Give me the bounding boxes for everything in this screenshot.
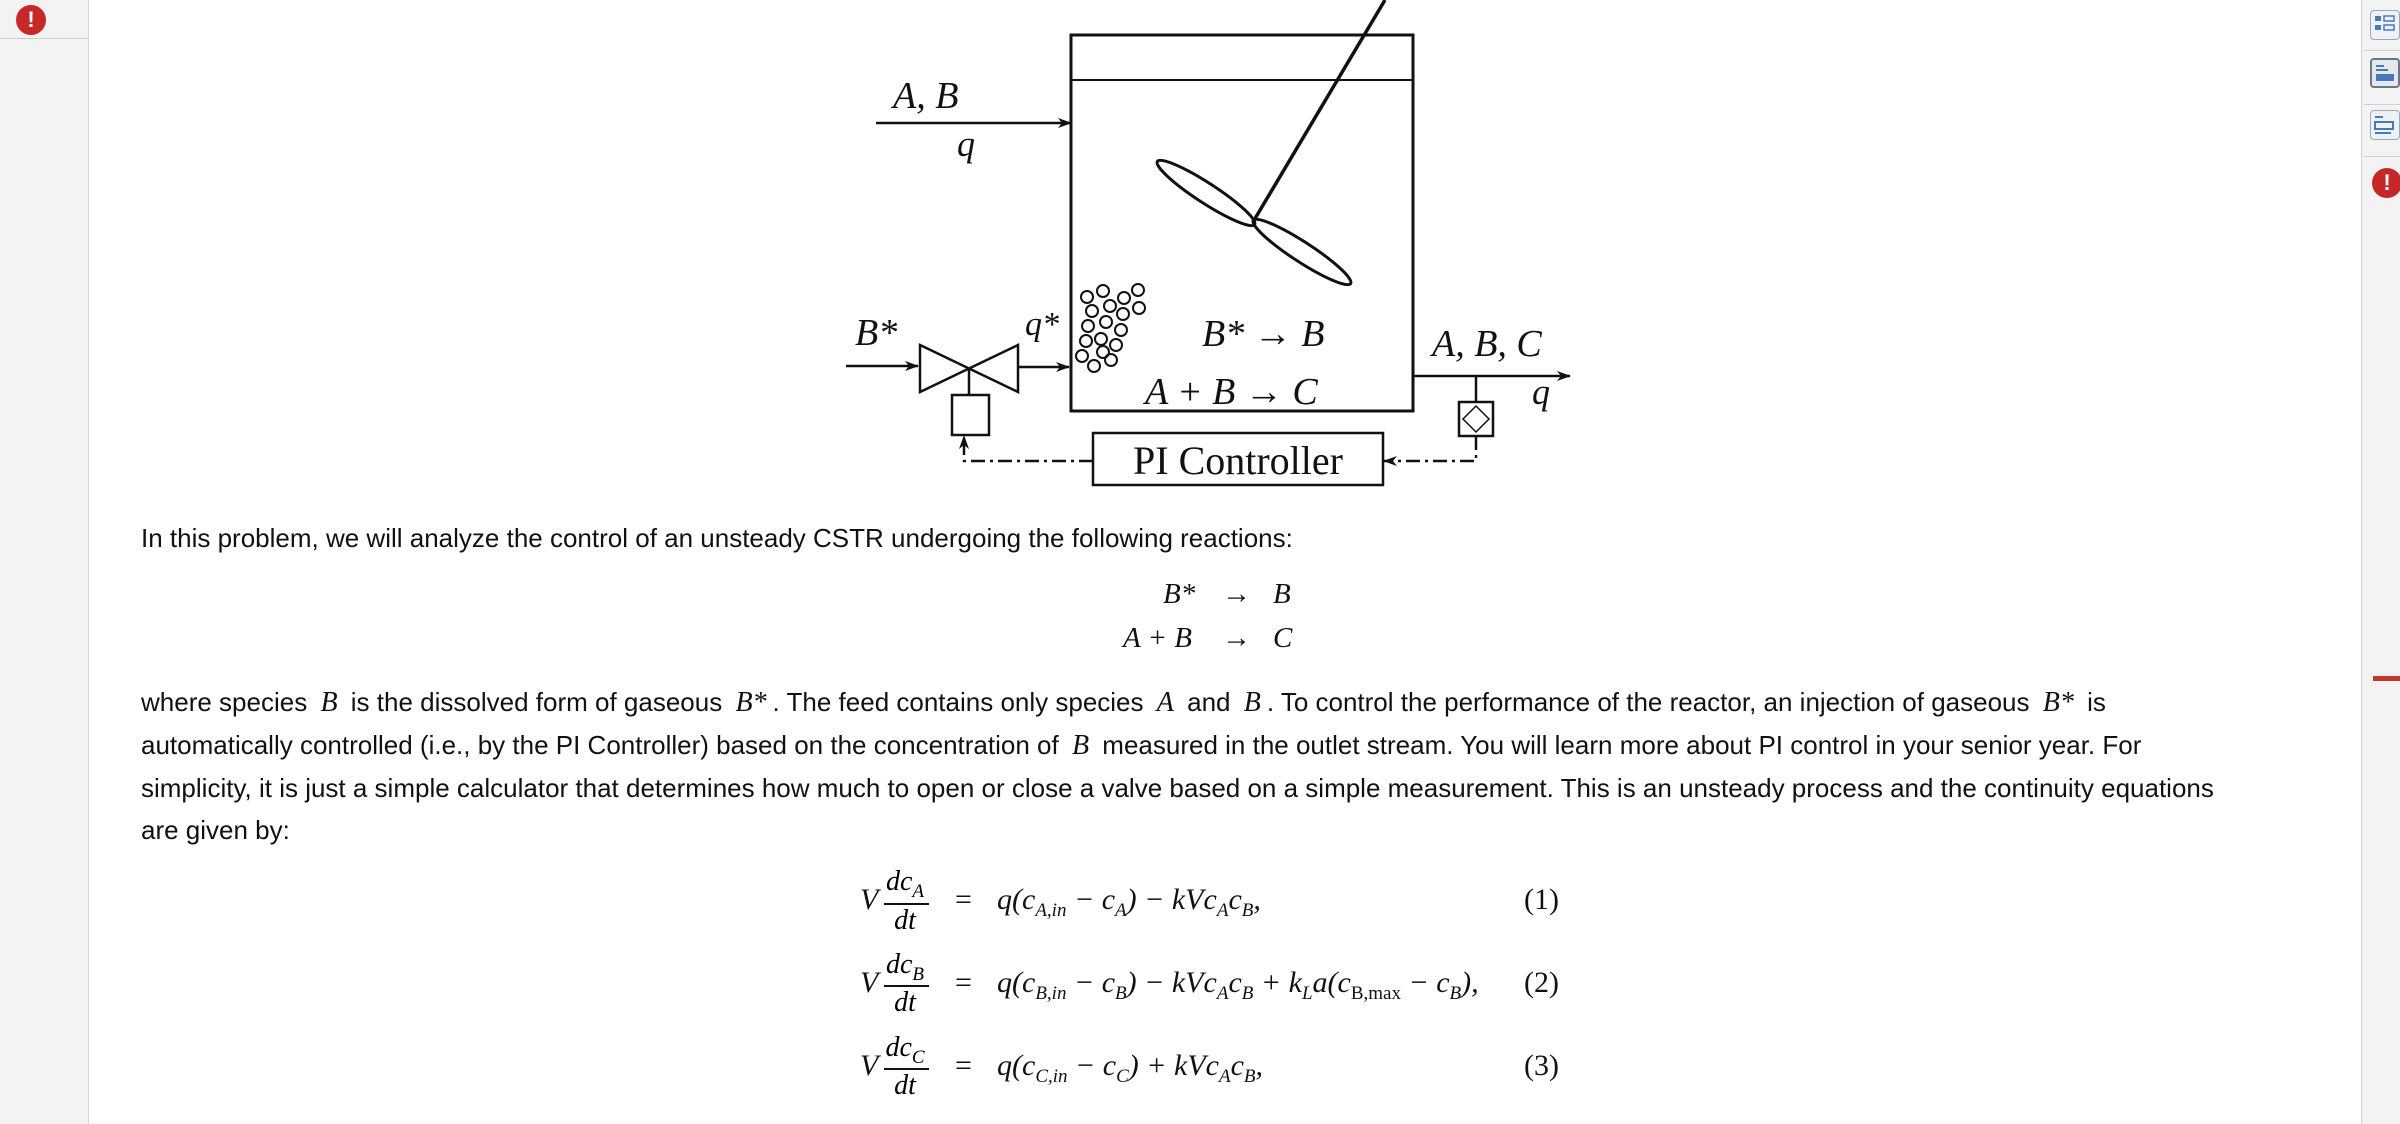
eq-2-denominator: dt bbox=[894, 987, 916, 1018]
reaction-2-arrow: → bbox=[1222, 622, 1251, 654]
eq-3-numerator: $dc_C$ bbox=[885, 1032, 925, 1068]
layout-icon[interactable] bbox=[2370, 10, 2400, 40]
eq-3-rhs: $q(c_{C,in} - c_C) + kVc_Ac_B$, bbox=[997, 1049, 1264, 1087]
desc-text-3: . The feed contains only species bbox=[772, 687, 1144, 717]
reaction-1-arrow: → bbox=[1222, 578, 1251, 610]
desc-var-6: B bbox=[1071, 730, 1090, 761]
eq-1-rhs: $q(c_{A,in} - c_A) - kVc_Ac_B$, bbox=[997, 883, 1261, 921]
rail-separator bbox=[2364, 104, 2400, 105]
thumbnail-icon[interactable] bbox=[2370, 58, 2400, 88]
desc-var-2: B* bbox=[735, 687, 767, 718]
gas-label: B* bbox=[855, 312, 898, 354]
intro-paragraph: In this problem, we will analyze the control of an unsteady CSTR undergoing the following reactions: bbox=[141, 523, 1293, 553]
desc-text-1: where species bbox=[141, 687, 308, 717]
feed-flow-label: q bbox=[957, 124, 975, 164]
eq-2-number: (2) bbox=[1524, 966, 1559, 999]
rail-separator bbox=[2364, 156, 2400, 157]
alert-icon[interactable]: ! bbox=[2372, 168, 2400, 198]
cstr-diagram bbox=[840, 0, 1580, 500]
signal-line-valve bbox=[964, 436, 1093, 461]
reaction-2-rhs: C bbox=[1273, 622, 1293, 654]
eq-2-rhs: $q(c_{B,in} - c_B) - kVc_Ac_B + k_La(c_{B,max} - c_B)$, bbox=[997, 966, 1479, 1004]
desc-text-5: . To control the performance of the reactor, an injection of gaseous bbox=[1266, 687, 2030, 717]
eq-1-V: V bbox=[860, 883, 879, 916]
eq-2-equals: = bbox=[955, 966, 972, 999]
reaction-1-lhs: B* bbox=[1163, 578, 1196, 610]
eq-2-V: V bbox=[860, 966, 879, 999]
description-paragraph bbox=[141, 681, 2251, 851]
settings-icon[interactable] bbox=[2370, 110, 2400, 140]
tank-reaction-1: B* → B bbox=[1202, 313, 1325, 355]
valve-actuator bbox=[952, 395, 989, 435]
stirrer-blade-right bbox=[1248, 212, 1356, 292]
gutter-alert-row[interactable] bbox=[0, 0, 88, 39]
eq-3-number: (3) bbox=[1524, 1049, 1559, 1082]
eq-1-number: (1) bbox=[1524, 883, 1559, 916]
desc-text-2: is the dissolved form of gaseous bbox=[350, 687, 723, 717]
gas-bubbles bbox=[1076, 284, 1145, 372]
eq-1-numerator: $dc_A$ bbox=[885, 866, 925, 902]
desc-var-3: A bbox=[1156, 687, 1174, 718]
alert-icon[interactable]: ! bbox=[16, 5, 46, 35]
outlet-label: A, B, C bbox=[1432, 323, 1542, 365]
scroll-position-marker bbox=[2373, 676, 2400, 681]
rail-separator bbox=[2364, 50, 2400, 51]
eq-1-denominator: dt bbox=[894, 905, 916, 936]
signal-line-sensor bbox=[1384, 436, 1476, 461]
desc-text-7: measured in the outlet stream. You will learn more about PI control in your senior year. For simplicity, it is just a simple calculator that determines how much to open or close a valve based on a simple measurement. This is an unsteady process and the continuity equations are given by: bbox=[141, 730, 2214, 845]
pi-controller-label: PI Controller bbox=[1133, 438, 1343, 483]
reaction-1-rhs: B bbox=[1273, 578, 1291, 610]
feed-label: A, B bbox=[893, 75, 959, 117]
tank-reaction-2: A + B → C bbox=[1145, 371, 1318, 413]
stirrer-shaft bbox=[1253, 0, 1385, 222]
eq-1-equals: = bbox=[955, 883, 972, 916]
sensor-diamond bbox=[1463, 406, 1489, 432]
eq-3-denominator: dt bbox=[894, 1070, 916, 1101]
desc-var-5: B* bbox=[2042, 687, 2074, 718]
outlet-flow-label: q bbox=[1532, 372, 1550, 412]
desc-text-4: and bbox=[1187, 687, 1231, 717]
concentration-sensor bbox=[1459, 402, 1493, 436]
desc-text-6: is automatically controlled (i.e., by the PI Controller) based on the concentration of bbox=[141, 687, 2106, 760]
right-toolbar bbox=[2362, 0, 2400, 1124]
desc-var-4: B bbox=[1243, 687, 1261, 718]
eq-3-equals: = bbox=[955, 1049, 972, 1082]
eq-2-numerator: $dc_B$ bbox=[885, 949, 925, 985]
stirrer-blade-left bbox=[1152, 153, 1260, 233]
gas-flow-label: q* bbox=[1025, 306, 1059, 343]
desc-var-1: B bbox=[320, 687, 338, 718]
eq-3-V: V bbox=[860, 1049, 879, 1082]
reaction-2-lhs: A + B bbox=[1123, 622, 1192, 654]
left-gutter bbox=[0, 0, 89, 1124]
